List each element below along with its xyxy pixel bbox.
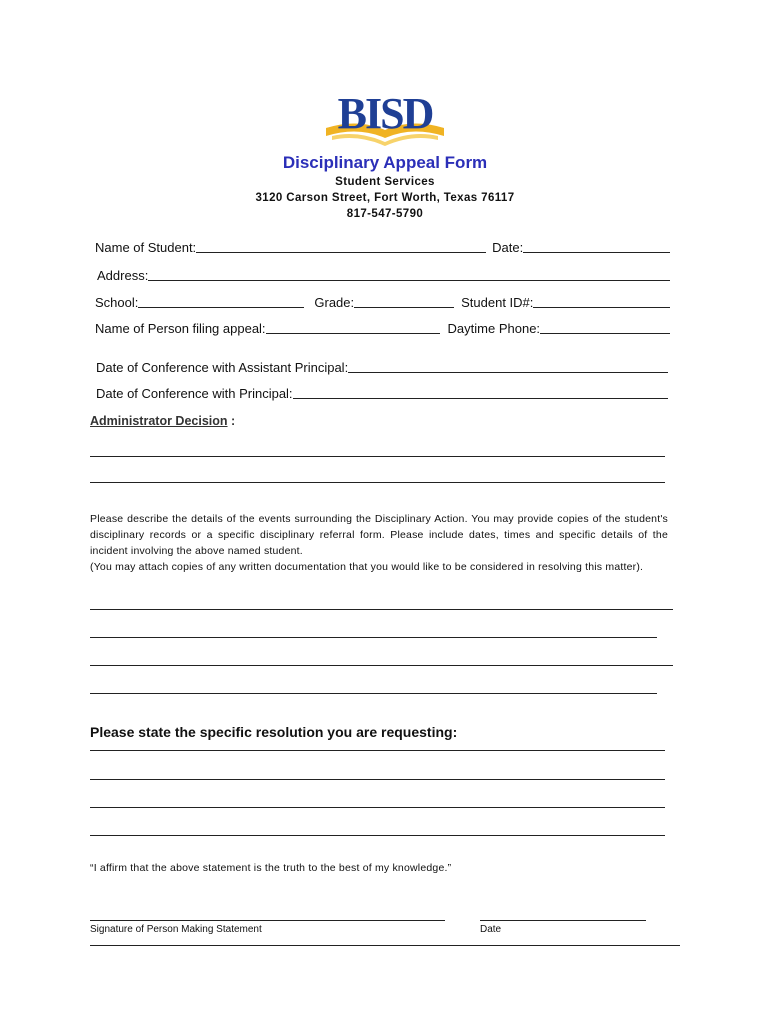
details-line-2[interactable] <box>90 637 657 638</box>
principal-conference-row <box>96 386 668 401</box>
student-name-field[interactable] <box>196 251 486 253</box>
resolution-line-3[interactable] <box>90 807 665 808</box>
resolution-line-1[interactable] <box>90 750 665 751</box>
administrator-decision-label: Administrator Decision <box>90 414 228 428</box>
resolution-line-4[interactable] <box>90 835 665 836</box>
school-field[interactable] <box>138 306 304 308</box>
footer-rule <box>90 945 680 946</box>
school-address: 3120 Carson Street, Fort Worth, Texas 76117 <box>255 192 515 204</box>
signature-label: Signature of Person Making Statement <box>90 924 262 935</box>
administrator-decision-colon: : <box>227 414 236 428</box>
school-label: School: <box>95 295 139 310</box>
student-id-field[interactable] <box>533 306 670 308</box>
address-field[interactable] <box>148 279 670 281</box>
administrator-decision-heading <box>90 414 235 428</box>
logo-text: BISD <box>337 89 433 138</box>
form-title: Disciplinary Appeal Form <box>282 153 488 172</box>
instructions-attachment-note: (You may attach copies of any written documentation that you would like to be considered in resolving this matter). <box>90 561 644 573</box>
date-field[interactable] <box>523 251 670 253</box>
filer-name-label: Name of Person filing appeal: <box>95 321 266 336</box>
student-id-label: Student ID#: <box>461 295 534 310</box>
resolution-line-2[interactable] <box>90 779 665 780</box>
signature-line[interactable] <box>90 920 445 921</box>
address-label: Address: <box>97 268 149 283</box>
address-row <box>97 268 670 283</box>
school-row <box>95 295 670 310</box>
admin-decision-line-1[interactable] <box>90 456 665 457</box>
department-name: Student Services <box>335 176 435 188</box>
ap-conference-field[interactable] <box>348 371 668 373</box>
details-line-4[interactable] <box>90 693 657 694</box>
grade-field[interactable] <box>354 306 454 308</box>
principal-conference-label: Date of Conference with Principal: <box>96 386 293 401</box>
principal-conference-field[interactable] <box>293 397 668 399</box>
instructions-text: Please describe the details of the events surrounding the Disciplinary Action. You may provide copies of the student's disciplinary records or a specific disciplinary referral form. Please include dates, times and specific details of the incident involving the above named student. <box>90 513 668 557</box>
details-line-3[interactable] <box>90 665 673 666</box>
admin-decision-line-2[interactable] <box>90 482 665 483</box>
daytime-phone-field[interactable] <box>540 332 670 334</box>
student-name-label: Name of Student: <box>95 240 197 255</box>
grade-label: Grade: <box>314 295 355 310</box>
filer-row <box>95 321 670 336</box>
instructions-paragraph <box>90 511 668 575</box>
signature-date-line[interactable] <box>480 920 646 921</box>
signature-date-label: Date <box>480 924 502 935</box>
affirmation-statement: “I affirm that the above statement is the truth to the best of my knowledge.” <box>90 862 452 874</box>
resolution-heading: Please state the specific resolution you are requesting: <box>90 724 458 740</box>
ap-conference-row <box>96 360 668 375</box>
student-name-row <box>95 240 670 255</box>
filer-name-field[interactable] <box>266 332 440 334</box>
bisd-logo <box>318 86 452 148</box>
date-label: Date: <box>492 240 524 255</box>
daytime-phone-label: Daytime Phone: <box>447 321 541 336</box>
details-line-1[interactable] <box>90 609 673 610</box>
school-phone: 817-547-5790 <box>346 208 424 220</box>
ap-conference-label: Date of Conference with Assistant Principal: <box>96 360 349 375</box>
